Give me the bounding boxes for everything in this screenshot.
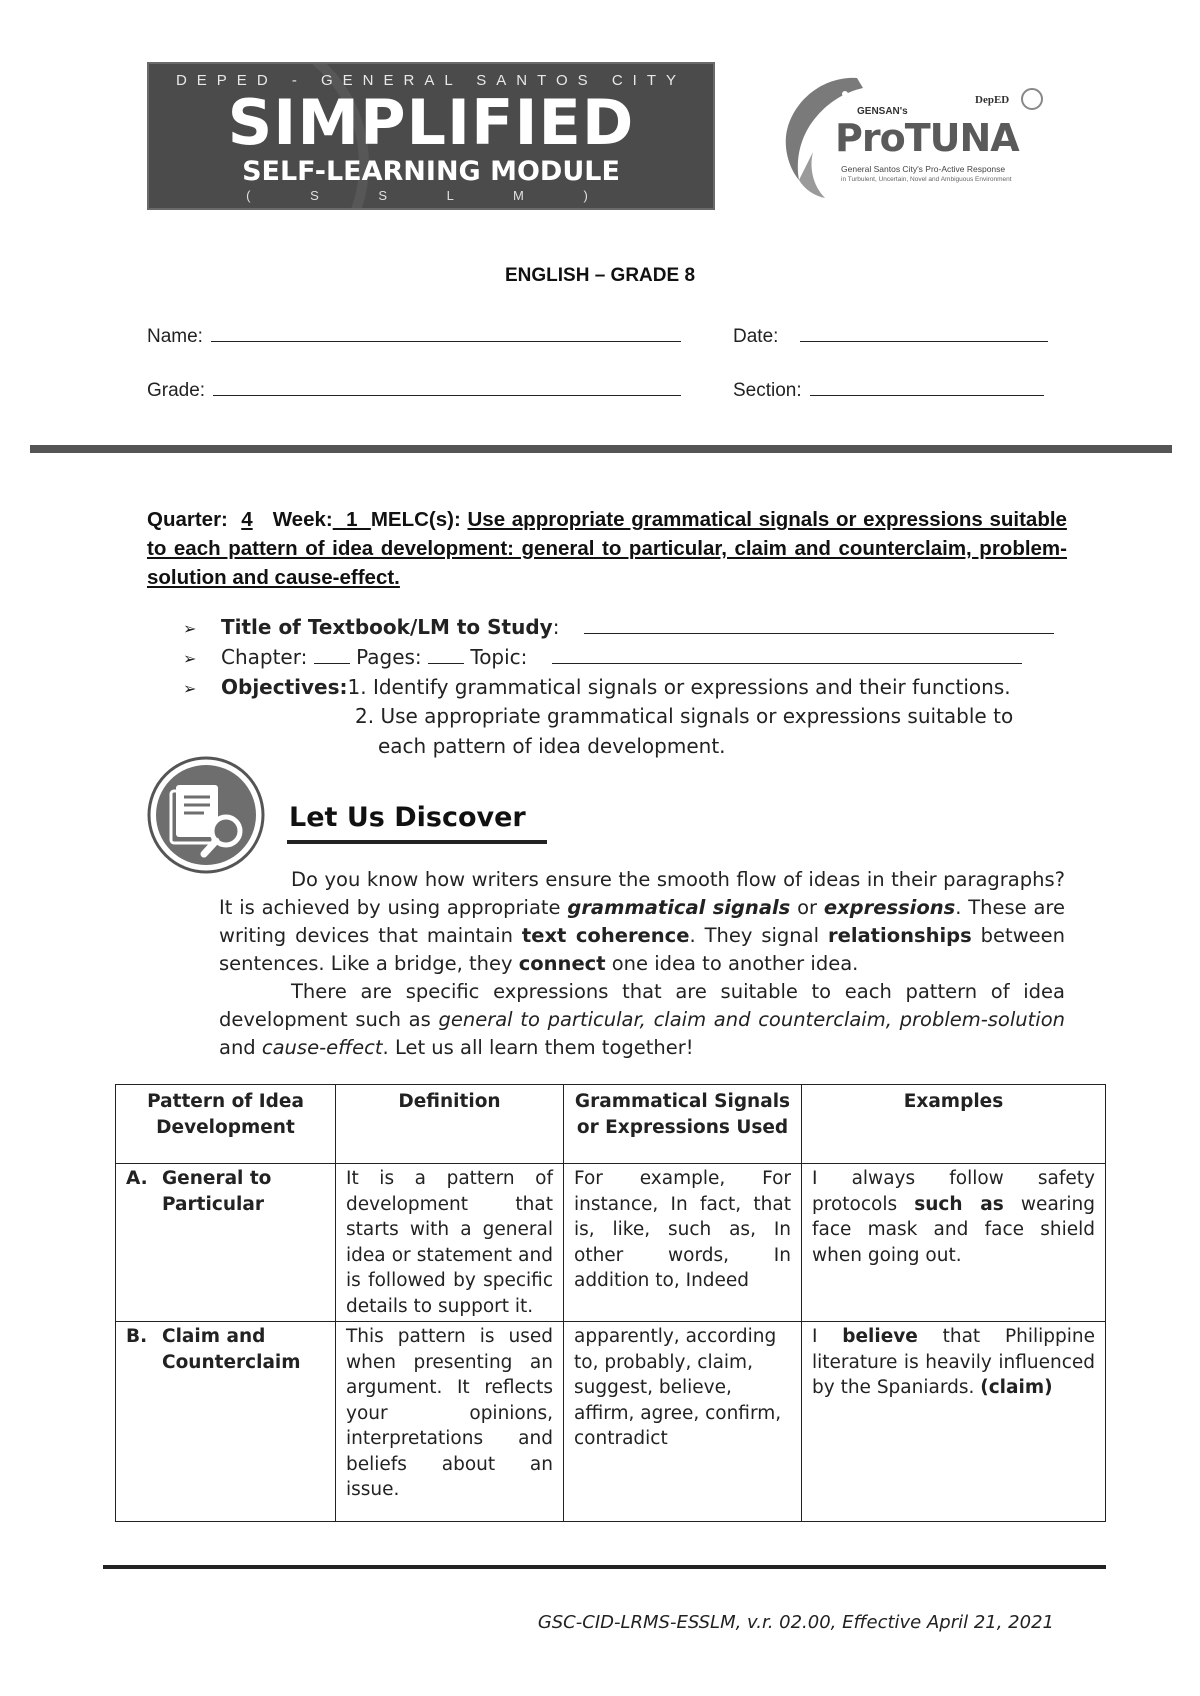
objectives-label: Objectives:: [221, 675, 348, 699]
pattern-list: general to particular, claim and counterclaim, problem-solution: [438, 1008, 1065, 1031]
p1-text: . These are writing devices that maintain: [219, 896, 1065, 947]
date-field[interactable]: [733, 323, 1048, 348]
table-header-row: [116, 1085, 1106, 1164]
row-letter: A.: [126, 1168, 148, 1189]
objective-1: 1. Identify grammatical signals or expressions and their functions.: [347, 675, 1011, 699]
grade-field[interactable]: [147, 377, 681, 402]
heading-underline: [287, 840, 547, 844]
term-text-coherence: text coherence: [521, 924, 690, 947]
document-title: ENGLISH – GRADE 8: [504, 265, 696, 286]
header-examples: Examples: [802, 1085, 1106, 1164]
chapter-blank[interactable]: [314, 645, 350, 664]
discover-paragraph-2: [219, 978, 1065, 1062]
banner-acronym: ( S S L M ): [246, 188, 616, 203]
arrow-bullet-icon: ➢: [183, 619, 197, 638]
name-field[interactable]: [147, 323, 681, 348]
signals-cell: For example, For instance, In fact, that is, like, such as, In other words, In addition to, Indeed: [564, 1164, 802, 1322]
p1-text: or: [790, 896, 824, 919]
melc-statement: [147, 505, 1067, 592]
date-blank[interactable]: [800, 323, 1048, 342]
definition-cell: This pattern is used when presenting an argument. It reflects your opinions, interpretations and beliefs about an issue.: [336, 1322, 564, 1522]
pattern-cell: [116, 1322, 336, 1522]
term-connect: connect: [518, 952, 606, 975]
example-signal: such as: [914, 1193, 1004, 1215]
protuna-logo: [765, 68, 1065, 203]
p2-text: . Let us all learn them together!: [382, 1036, 694, 1059]
p1-text: . They signal: [689, 924, 828, 947]
textbook-title-blank[interactable]: [584, 615, 1054, 634]
name-label: Name:: [147, 326, 203, 347]
quarter-value: 4: [241, 508, 253, 531]
term-expressions: expressions: [823, 896, 956, 919]
deped-label: DepED: [975, 94, 1010, 106]
p2-text: There are specific expressions that are suitable to each pattern of idea development such as: [219, 980, 1065, 1031]
p2-text: and: [219, 1036, 262, 1059]
week-label: Week:: [272, 508, 333, 531]
week-value: 1: [346, 508, 358, 531]
example-text: that Philippine literature is heavily influenced by the Spaniards.: [812, 1326, 1095, 1398]
melc-label: MELC(s):: [370, 508, 461, 531]
footer-code: GSC-CID-LRMS-ESSLM, v.r. 02.00, Effective April 21, 2021: [537, 1612, 1054, 1633]
header-pattern: Pattern of Idea Development: [116, 1085, 336, 1164]
section-blank[interactable]: [810, 377, 1044, 396]
protuna-tagline-small: in Turbulent, Uncertain, Novel and Ambiguous Environment: [841, 176, 1012, 183]
objectives-line: [183, 673, 1011, 703]
pattern-cell: [116, 1164, 336, 1322]
topic-blank[interactable]: [552, 645, 1022, 664]
gensan-label: GENSAN's: [857, 106, 908, 117]
arrow-bullet-icon: ➢: [183, 649, 197, 668]
row-letter: B.: [126, 1326, 148, 1347]
textbook-title-label: Title of Textbook/LM to Study: [221, 615, 553, 639]
quarter-label: Quarter:: [147, 508, 228, 531]
table-row: [116, 1322, 1106, 1522]
pages-label: Pages:: [356, 645, 422, 669]
header-signals: Grammatical Signals or Expressions Used: [564, 1085, 802, 1164]
section-label: Section:: [733, 380, 802, 401]
example-cell: [802, 1164, 1106, 1322]
pages-blank[interactable]: [428, 645, 464, 664]
chapter-line: [183, 643, 1022, 673]
p1-text: between sentences. Like a bridge, they: [219, 924, 1065, 975]
p1-text: Do you know how writers ensure the smooth flow of ideas in their paragraphs? It is achieved by using appropriate: [219, 868, 1065, 919]
banner-module: SELF-LEARNING MODULE: [242, 156, 620, 187]
protuna-brand: ProTUNA: [835, 116, 1019, 160]
protuna-tagline: General Santos City's Pro-Active Response: [841, 164, 1006, 174]
grade-label: Grade:: [147, 380, 206, 401]
example-cell: [802, 1322, 1106, 1522]
arrow-bullet-icon: ➢: [183, 679, 197, 698]
footer-rule: [103, 1565, 1106, 1569]
sslm-banner: [147, 62, 715, 210]
idea-development-table: [115, 1084, 1106, 1522]
signals-cell: apparently, according to, probably, claim, suggest, believe, affirm, agree, confirm, contradict: [564, 1322, 802, 1522]
example-signal: believe: [842, 1326, 918, 1347]
objective-2-line2: each pattern of idea development.: [378, 734, 726, 758]
term-grammatical-signals: grammatical signals: [567, 896, 791, 919]
example-text: wearing face mask and face shield when going out.: [812, 1193, 1095, 1266]
banner-division: DEPED - GENERAL SANTOS CITY: [175, 72, 687, 89]
section-divider: [30, 445, 1172, 453]
example-text: I: [812, 1326, 843, 1347]
banner-simplified: SIMPLIFIED: [227, 86, 635, 159]
grade-blank[interactable]: [213, 377, 681, 396]
term-relationships: relationships: [828, 924, 972, 947]
table-row: [116, 1164, 1106, 1322]
example-tag: (claim): [980, 1377, 1053, 1398]
topic-label: Topic:: [470, 645, 528, 669]
discover-paragraph-1: [219, 866, 1065, 978]
name-blank[interactable]: [211, 323, 681, 342]
definition-cell: It is a pattern of development that starts with a general idea or statement and is followed by specific details to support it.: [336, 1164, 564, 1322]
deped-seal-icon: [1021, 88, 1043, 110]
objective-2-line1: 2. Use appropriate grammatical signals or expressions suitable to: [355, 704, 1014, 728]
book-search-icon: [146, 755, 266, 875]
section-heading: Let Us Discover: [289, 802, 526, 833]
example-text: I always follow safety protocols: [812, 1168, 1095, 1215]
pattern-name: General to Particular: [162, 1168, 272, 1215]
date-label: Date:: [733, 326, 779, 347]
melc-text: Use appropriate grammatical signals or expressions suitable to each pattern of idea development: general to particular, claim and counterclaim, problem-solution and cause-effect.: [147, 508, 1067, 589]
pattern-cause-effect: cause-effect: [261, 1036, 383, 1059]
section-field[interactable]: [733, 377, 1044, 402]
header-definition: Definition: [336, 1085, 564, 1164]
chapter-label: Chapter:: [221, 645, 308, 669]
p1-text: one idea to another idea.: [605, 952, 859, 975]
textbook-title-line: ➢ Title of Textbook/LM to Study:: [183, 613, 1054, 643]
pattern-name: Claim and Counterclaim: [162, 1326, 301, 1373]
